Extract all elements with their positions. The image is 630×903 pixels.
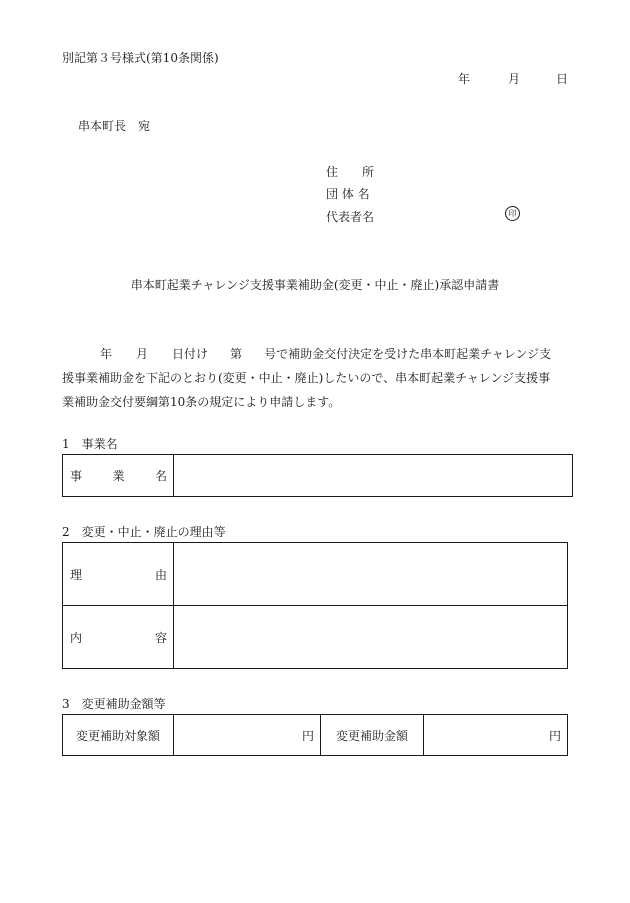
subsidy-amount-field[interactable]: [424, 715, 568, 756]
body-line-3: 業補助金交付要綱第10条の規定により申請します。: [62, 395, 341, 409]
document-title: 串本町起業チャレンジ支援事業補助金(変更・中止・廃止)承認申請書: [130, 278, 500, 292]
body-number-prefix: 第: [230, 347, 243, 361]
label-char: 業: [112, 469, 125, 483]
section-1-heading: 1 事業名: [62, 437, 118, 451]
label-char: 容: [154, 630, 167, 645]
label-char: 理: [70, 567, 83, 582]
subsidy-amount-label: 変更補助金額: [321, 715, 424, 756]
label-char: 名: [154, 469, 167, 483]
body-line-1-rest: 号で補助金交付決定を受けた串本町起業チャレンジ支: [264, 347, 552, 361]
date-year-label: 年: [458, 72, 471, 86]
section-3-heading: 3 変更補助金額等: [62, 697, 166, 711]
reason-label: [63, 543, 174, 606]
body-year: 年: [100, 347, 113, 361]
form-number: 別記第３号様式(第10条関係): [62, 51, 219, 65]
project-name-table: [62, 454, 573, 497]
body-month: 月: [136, 347, 149, 361]
application-body: [62, 342, 570, 414]
body-line-1: [62, 342, 570, 366]
body-dated: 日付け: [172, 347, 209, 361]
body-line-2: 援事業補助金を下記のとおり(変更・中止・廃止)したいので、串本町起業チャレンジ支援事: [62, 371, 551, 385]
project-name-field[interactable]: [174, 455, 573, 497]
yen-unit: 円: [301, 728, 314, 743]
addressee: 串本町長 宛: [78, 119, 151, 133]
reason-field[interactable]: [174, 543, 568, 606]
amount-table: [62, 714, 568, 756]
date-day-label: 日: [556, 72, 569, 86]
label-char: 内: [70, 630, 83, 645]
applicant-organization-label: 団 体 名: [326, 187, 370, 201]
section-2-heading: 2 変更・中止・廃止の理由等: [62, 525, 226, 539]
content-label: [63, 606, 174, 669]
label-char: 由: [154, 567, 167, 582]
project-name-label: [63, 455, 174, 497]
label-char: 事: [70, 469, 83, 483]
yen-unit: 円: [548, 728, 561, 743]
date-month-label: 月: [508, 72, 521, 86]
reason-table: [62, 542, 568, 669]
target-amount-field[interactable]: [174, 715, 321, 756]
applicant-address-label: 住 所: [326, 165, 375, 179]
applicant-representative-label: 代表者名: [326, 210, 375, 224]
seal-mark: 印: [505, 206, 520, 221]
content-field[interactable]: [174, 606, 568, 669]
target-amount-label: 変更補助対象額: [63, 715, 174, 756]
